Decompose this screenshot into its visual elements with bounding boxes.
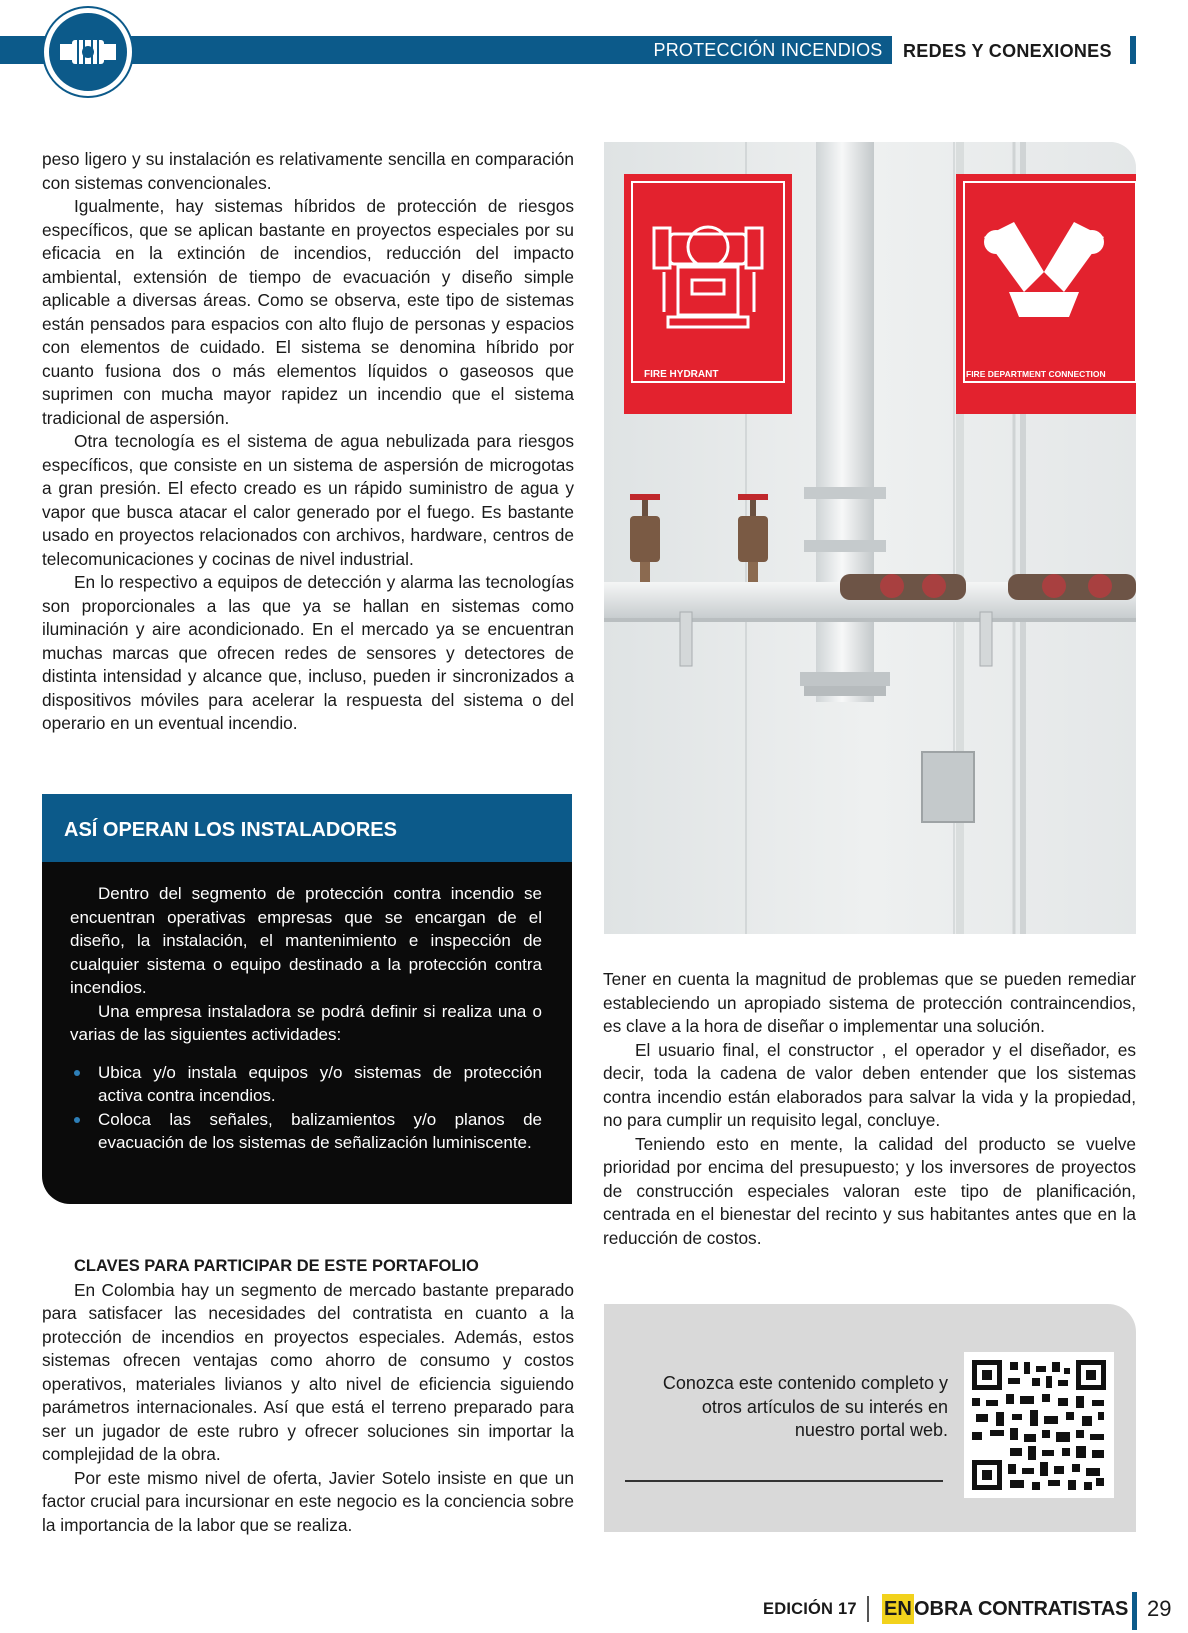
section-heading: CLAVES PARA PARTICIPAR DE ESTE PORTAFOLIO	[74, 1257, 479, 1275]
callout-title: ASÍ OPERAN LOS INSTALADORES	[42, 794, 572, 862]
qr-code-icon[interactable]	[964, 1352, 1114, 1498]
footer-brand-obra: OBRA	[914, 1598, 973, 1620]
paragraph: Tener en cuenta la magnitud de problemas que se pueden remediar estableciendo un apropiado sistema de protección contraincendios, es clave a la hora de diseñar o implementar una solución.	[603, 969, 1136, 1036]
photo-illustration	[604, 142, 1136, 934]
fire-hydrant-sign-label: FIRE HYDRANT	[644, 369, 719, 380]
header-section-label: PROTECCIÓN INCENDIOS	[644, 36, 892, 64]
paragraph: En Colombia hay un segmento de mercado bastante preparado para satisfacer las necesidades del contratista en cuanto a la protección de incendios en proyectos especiales. Además, estos sistemas ofrecen ventajas como ahorro de consumo y costos operativos, materiales livianos y alto nivel de eficiencia siguiendo parámetros internacionales. Así que está el terreno preparado para ser un jugador de este rubro y ofrecer soluciones sin importar la complejidad de la obra.	[42, 1279, 574, 1464]
claves-section	[42, 1255, 574, 1537]
fdc-sign-label: FIRE DEPARTMENT CONNECTION	[966, 369, 1106, 379]
page-number: 29	[1147, 1596, 1172, 1621]
installers-callout-box	[42, 794, 572, 1204]
section-logo	[44, 8, 132, 96]
paragraph: Por este mismo nivel de oferta, Javier Sotelo insiste en que un factor crucial para incursionar en este negocio es la conciencia sobre la importancia de la labor que se realiza.	[42, 1467, 574, 1535]
qr-divider	[625, 1480, 943, 1482]
paragraph: El usuario final, el constructor , el operador y el diseñador, es decir, toda la cadena de valor deben entender que los sistemas contra incendio están elaborados para salvar la vida y la propiedad, no para cumplir un requisito legal, concluye.	[603, 1039, 1136, 1130]
callout-bullet: Coloca las señales, balizamientos y/o planos de evacuación de los sistemas de señalización luminiscente.	[70, 1108, 542, 1155]
callout-bullet: Ubica y/o instala equipos y/o sistemas de protección activa contra incendios.	[70, 1061, 542, 1108]
footer-brand-contratistas: CONTRATISTAS	[978, 1598, 1129, 1620]
callout-body	[42, 862, 572, 1155]
callout-paragraph: Dentro del segmento de protección contra incendio se encuentran operativas empresas que se encargan de el diseño, la instalación, el mantenimiento e inspección de cualquier sistema o equipo destinado a la protección contra incendios.	[70, 884, 542, 997]
right-column-text	[603, 968, 1136, 1250]
callout-bullet-list	[70, 1061, 542, 1155]
paragraph: Teniendo esto en mente, la calidad del producto se vuelve prioridad por encima del presupuesto; y los inversores de proyectos de construcción especiales valoran este tipo de planificación, centrada en el bienestar del recinto y sus habitantes antes que en la reducción de costos.	[603, 1133, 1136, 1248]
paragraph: Otra tecnología es el sistema de agua nebulizada para riesgos específicos, que consiste en un sistema de aspersión de microgotas a gran presión. El efecto creado es un rápido suministro de agua y vapor que busca atacar el calor generado por el fuego. Es bastante usado en proyectos relacionados con archivos, hardware, centros de telecomunicaciones y cocinas de nivel industrial.	[42, 431, 574, 569]
fire-hydrant-photo	[604, 142, 1136, 934]
pipe-coupling-icon	[58, 32, 118, 72]
footer-divider	[867, 1596, 869, 1622]
footer-edition: EDICIÓN 17	[763, 1600, 857, 1618]
header-accent-bar	[1130, 36, 1136, 64]
paragraph: Igualmente, hay sistemas híbridos de protección de riesgos específicos, que se aplican bastante en proyectos especiales por su eficacia en la extinción de incendios, reducción del impacto ambiental, extensión de tiempo de evacuación y diseño simple aplicable a diversas áreas. Como se observa, este tipo de sistemas están pensados para espacios con alto flujo de personas y espacios con elementos de cuidado. El sistema se denomina híbrido por cuanto fusiona dos o más elementos líquidos o gaseosos que suprimen con mucha mayor rapidez un incendio que el sistema tradicional de aspersión.	[42, 196, 574, 428]
paragraph: En lo respectivo a equipos de detección y alarma las tecnologías son proporcionales a las que ya se hallan en sistemas como iluminación y aire acondicionado. En el mercado ya se encuentran muchas marcas que ofrecen redes de sensores y detectores de distinta intensidad y alcance que, incluso, pueden ir sincronizados a dispositivos móviles para acelerar la respuesta del sistema o del operario en un eventual incendio.	[42, 572, 574, 733]
paragraph: peso ligero y su instalación es relativamente sencilla en comparación con sistemas convencionales.	[42, 149, 574, 193]
footer-accent-bar	[1132, 1592, 1137, 1630]
qr-callout-text: Conozca este contenido completo y otros artículos de su interés en nuestro portal web.	[662, 1373, 948, 1440]
left-column-text	[42, 148, 574, 736]
header-rubric-label: REDES Y CONEXIONES	[903, 41, 1112, 61]
footer-brand-en: EN	[882, 1594, 914, 1624]
callout-paragraph: Una empresa instaladora se podrá definir si realiza una o varias de las siguientes actividades:	[70, 1001, 542, 1044]
